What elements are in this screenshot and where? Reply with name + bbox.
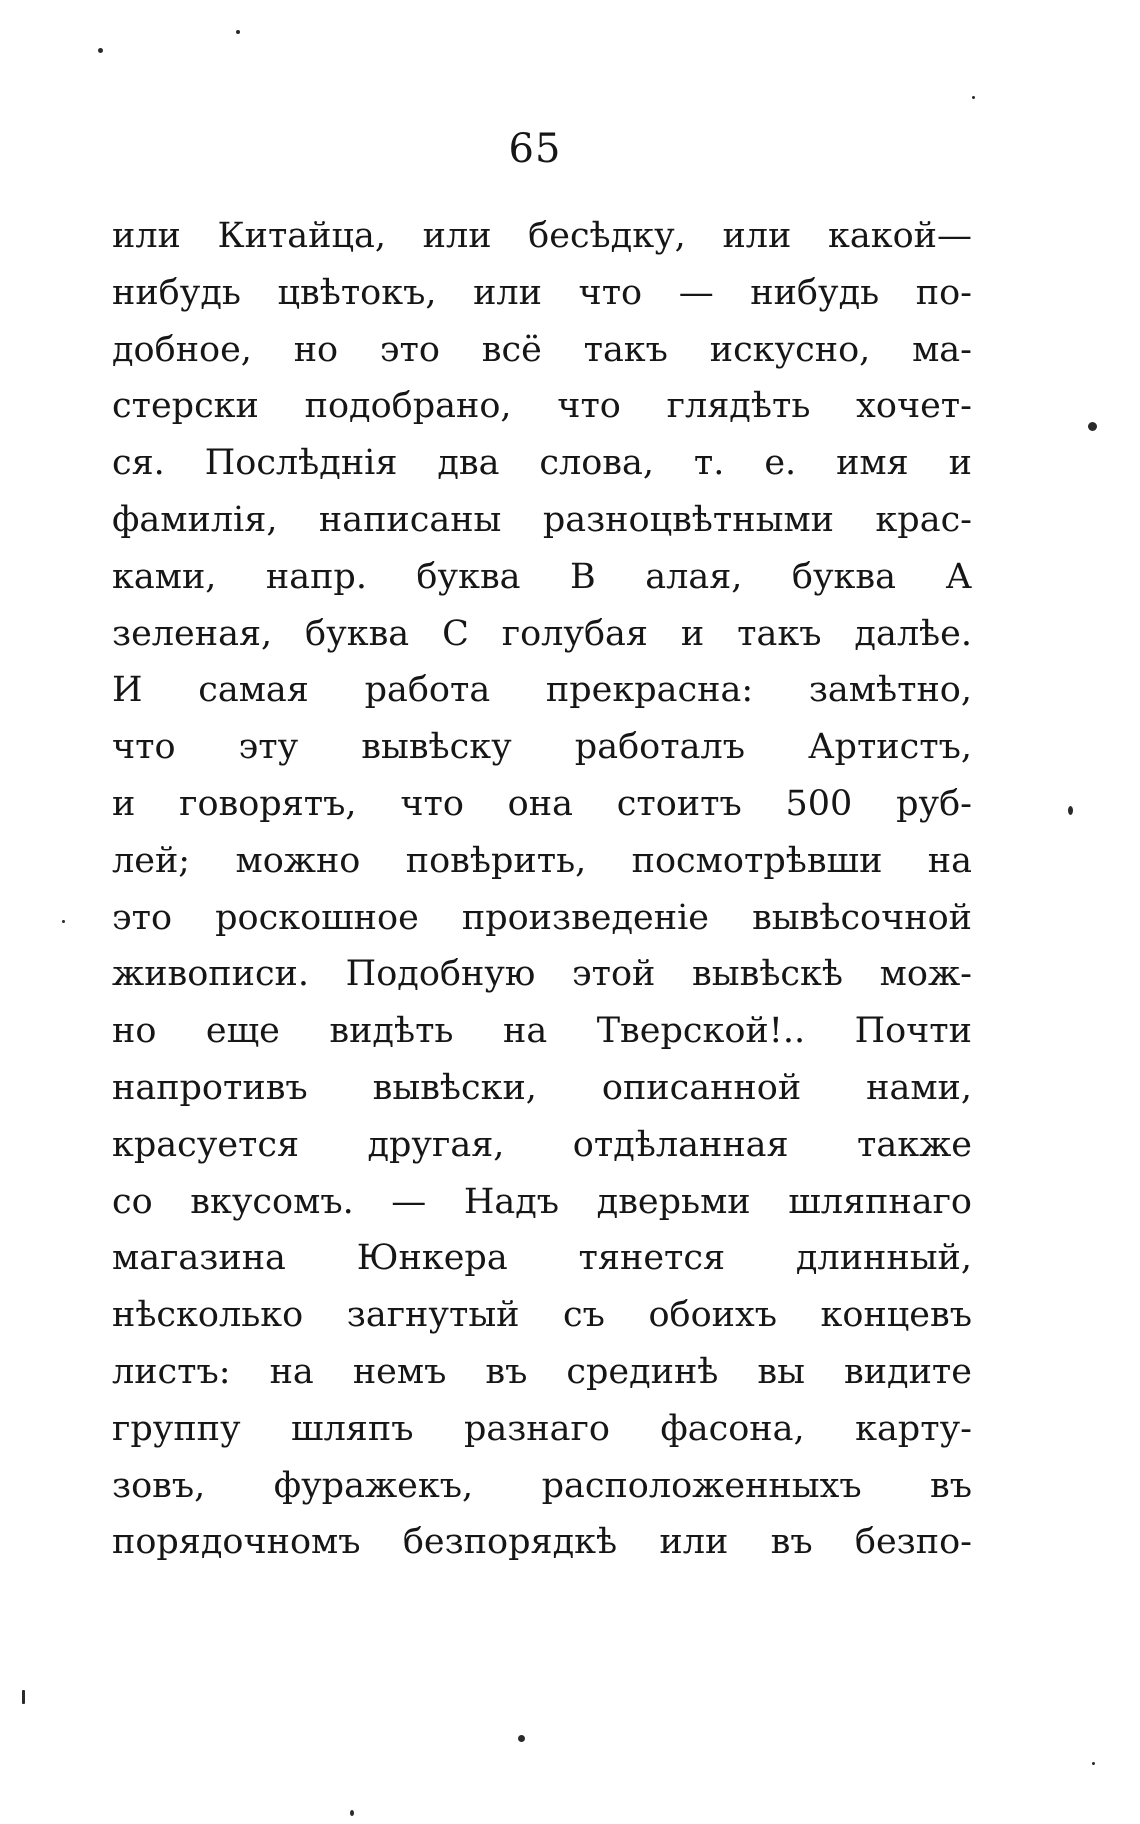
- text-line: магазина Юнкера тянется длинный,: [112, 1238, 972, 1279]
- body-text: [112, 208, 972, 1571]
- text-line: со вкусомъ. — Надъ дверьми шляпнаго: [112, 1181, 972, 1222]
- text-line: напротивъ вывѣски, описанной нами,: [112, 1067, 972, 1108]
- scan-speck: [98, 48, 103, 53]
- text-line: зовъ, фуражекъ, расположенныхъ въ: [112, 1465, 972, 1506]
- page-number: 65: [508, 126, 562, 172]
- text-line: ками, напр. буква В алая, буква А: [112, 556, 972, 597]
- text-line: ся. Послѣднія два слова, т. е. имя и: [112, 443, 972, 484]
- text-line: добное, но это всё такъ искусно, ма-: [112, 329, 972, 370]
- text-line: зеленая, буква С голубая и такъ далѣе.: [112, 613, 972, 654]
- text-line: фамилія, написаны разноцвѣтными крас-: [112, 499, 972, 540]
- text-line: группу шляпъ разнаго фасона, карту-: [112, 1408, 972, 1449]
- text-line: или Китайца, или бесѣдку, или какой—: [112, 216, 972, 256]
- text-line: это роскошное произведеніе вывѣсочной: [112, 897, 972, 938]
- text-line: но еще видѣть на Тверской!.. Почти: [112, 1011, 972, 1052]
- scan-speck: [518, 1735, 525, 1742]
- scan-speck: [1092, 1762, 1095, 1765]
- scan-speck: [1068, 806, 1073, 815]
- text-line: И самая работа прекрасна: замѣтно,: [112, 670, 972, 711]
- scan-speck: [62, 920, 65, 923]
- text-line: лей; можно повѣрить, посмотрѣвши на: [112, 840, 972, 881]
- text-line: живописи. Подобную этой вывѣскѣ мож-: [112, 954, 972, 995]
- scan-speck: [236, 30, 240, 34]
- text-line: стерски подобрано, что глядѣть хочет-: [112, 386, 972, 427]
- scan-speck: [1088, 422, 1097, 431]
- text-line: порядочномъ безпорядкѣ или въ безпо-: [112, 1522, 972, 1563]
- text-line: красуется другая, отдѣланная также: [112, 1124, 972, 1165]
- text-line: нибудь цвѣтокъ, или что — нибудь по-: [112, 272, 972, 313]
- text-line: листъ: на немъ въ срединѣ вы видите: [112, 1351, 972, 1392]
- text-line: и говорятъ, что она стоитъ 500 руб-: [112, 783, 972, 824]
- scan-speck: [972, 96, 975, 99]
- text-line: нѣсколько загнутый съ обоихъ концевъ: [112, 1295, 972, 1336]
- scan-speck: [350, 1810, 354, 1816]
- text-line: что эту вывѣску работалъ Артистъ,: [112, 727, 972, 768]
- scan-speck: [22, 1690, 25, 1704]
